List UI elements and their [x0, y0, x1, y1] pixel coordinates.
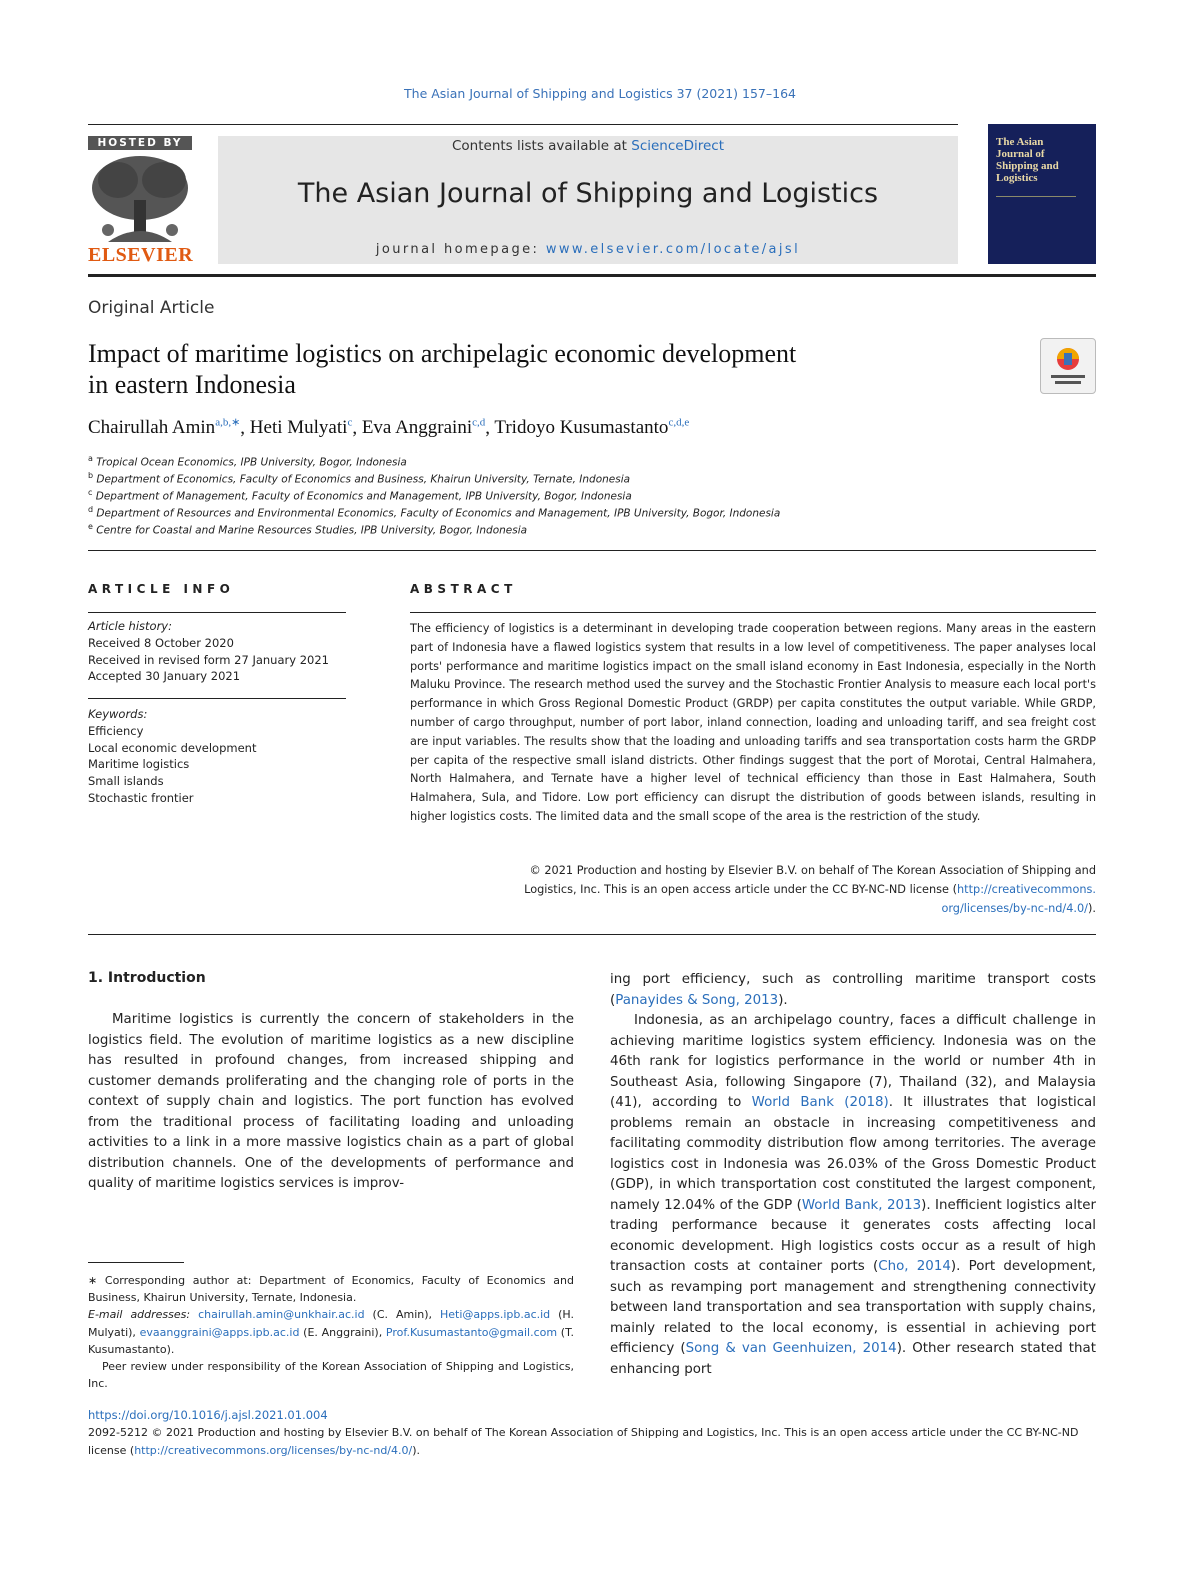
author-1[interactable]: Chairullah Amin$^{a,b,∗}$	[88, 417, 241, 439]
article-info-heading: ARTICLE INFO	[88, 582, 235, 596]
article-history	[88, 618, 329, 685]
footnote	[88, 1272, 574, 1392]
right-paragraph-2: Indonesia, as an archipelago country, faces a difficult challenge in achieving maritime logistics system efficiency. Indonesia was on the 46th rank for logistics performance in the world or number 4th in Southeast Asia, following Singapore (7), Thailand (32), and Malaysia (41), according to World Bank (2018). It illustrates that logistical problems remain an obstacle in increasing competitiveness and facilitating commodity distribution flow among territories. The average logistics cost in Indonesia was 26.03% of the Gross Domestic Product (GDP), in which transportation cost constituted the largest component, namely 12.04% of the GDP (World Bank, 2013). Inefficient logistics alter trading performance because it generates costs affecting local economic development. High logistics costs occur as a result of high transaction costs at container ports (Cho, 2014). Port development, such as revamping port management and strengthening connectivity between land transportation and sea transportation with supply chains, mainly related to the local economy, is essential in achieving port efficiency (Song & van Geenhuizen, 2014). Other research stated that enhancing port	[610, 1013, 1097, 1377]
history-received: Received 8 October 2020	[88, 635, 234, 650]
cover-divider	[996, 196, 1076, 197]
introduction-left-paragraph: Maritime logistics is currently the concern of stakeholders in the logistics field. The evolution of maritime logistics as a new discipline has resulted in profound changes, from increased shipping and customer demands proliferating and the changing role of ports in the context of supply chain and logistics. The port function has evolved from the traditional process of facilitating loading and unloading activities to a link in a more massive logistics chain as a part of global distribution channels. One of the developments of performance and quality of maritime logistics services is improv-	[88, 1012, 574, 1191]
keyword-item: Efficiency	[88, 723, 144, 738]
keyword-item: Small islands	[88, 774, 164, 789]
citation-link[interactable]: Cho, 2014	[878, 1259, 951, 1274]
email-link[interactable]: chairullah.amin@unkhair.ac.id	[198, 1308, 365, 1322]
homepage-prefix: journal homepage:	[375, 242, 546, 257]
sciencedirect-link[interactable]: ScienceDirect	[631, 138, 725, 154]
introduction-heading: 1. Introduction	[88, 970, 206, 986]
history-revised: Received in revised form 27 January 2021	[88, 652, 329, 667]
corresponding-author-note: ∗ Corresponding author at: Department of Economics, Faculty of Economics and Business, Khairun University, Ternate, Indonesia.	[88, 1274, 574, 1305]
history-accepted: Accepted 30 January 2021	[88, 669, 241, 684]
header-top-rule	[88, 124, 958, 125]
copyright-line-2: Logistics, Inc. This is an open access article under the CC BY-NC-ND license (http://creativecommons.	[524, 882, 1096, 896]
elsevier-wordmark: ELSEVIER	[88, 244, 194, 266]
info-rule-1	[88, 612, 346, 613]
affiliation-e: $^e$ Centre for Coastal and Marine Resources Studies, IPB University, Bogor, Indonesia	[88, 522, 528, 537]
homepage-line	[218, 242, 958, 257]
contents-prefix: Contents lists available at	[451, 138, 632, 154]
check-for-updates-graphic	[1041, 339, 1095, 393]
introduction-right-column	[610, 970, 1096, 1380]
keyword-item: Maritime logistics	[88, 757, 190, 772]
email-addresses: E-mail addresses: chairullah.amin@unkhair.ac.id (C. Amin), Heti@apps.ipb.ac.id (H. Mulyati), evaanggraini@apps.ipb.ac.id (E. Anggraini), Prof.Kusumastanto@gmail.com (T. Kusumastanto).	[88, 1308, 574, 1356]
hosted-by-label: HOSTED BY	[88, 136, 192, 150]
contents-line	[218, 138, 958, 154]
citation-link[interactable]: World Bank (2018)	[751, 1095, 889, 1110]
history-label: Article history:	[88, 619, 172, 633]
footnote-rule	[88, 1262, 184, 1263]
keyword-item: Local economic development	[88, 740, 257, 755]
issn-copyright: 2092-5212 © 2021 Production and hosting by Elsevier B.V. on behalf of The Korean Association of Shipping and Logistics, Inc. This is an open access article under the CC BY-NC-ND license (http://creativecommons.org/licenses/by-nc-nd/4.0/).	[88, 1426, 1079, 1457]
article-type: Original Article	[88, 298, 215, 318]
abstract-text: The efficiency of logistics is a determinant in developing trade cooperation between regions. Many areas in the eastern part of Indonesia have a flawed logistics system that results in a low level of competitiveness. The paper analyses local ports' performance and maritime logistics impact on the small island economy in East Indonesia, especially in the North Maluku Province. The research method used the survey and the Stochastic Frontier Analysis to measure each local port's performance in which Gross Regional Domestic Product (GRDP) per capita constitutes the output variable. While GRDP, number of cargo throughput, number of port labor, inland connection, loading and unloading tariff, and sea freight cost are input variables. The results show that the loading and unloading tariffs and sea transportation costs harm the GRDP per capita of the respective small island districts. Other findings suggest that the port of Morotai, Central Halmahera, North Halmahera, and Ternate have a higher level of technical efficiency than those in East Halmahera, South Halmahera, Sula, and Tidore. Low port efficiency can disrupt the distribution of goods between islands, resulting in higher logistics costs. The limited data and the small scope of the area is the restriction of the study.	[410, 622, 1096, 823]
abstract-rule	[410, 612, 1096, 613]
license-link[interactable]: http://creativecommons.org/licenses/by-nc-nd/4.0/	[134, 1443, 413, 1457]
email-link[interactable]: Prof.Kusumastanto@gmail.com	[385, 1325, 558, 1339]
author-3[interactable]: Eva Anggraini$^{c,d}$	[361, 417, 486, 439]
affiliation-a: $^a$ Tropical Ocean Economics, IPB University, Bogor, Indonesia	[88, 454, 407, 469]
journal-title: The Asian Journal of Shipping and Logistics	[297, 178, 879, 209]
header-bottom-rule	[88, 274, 1096, 277]
abstract-copyright	[410, 862, 1096, 918]
email-link[interactable]: evaanggraini@apps.ipb.ac.id	[139, 1325, 300, 1339]
keywords	[88, 706, 256, 807]
abstract-heading: ABSTRACT	[410, 582, 517, 596]
cover-title: The Asian Journal of Shipping and Logistics	[996, 136, 1059, 184]
author-4[interactable]: Tridoyo Kusumastanto$^{c,d,e}$	[494, 417, 690, 439]
abstract-bottom-rule	[88, 934, 1096, 935]
license-link-part-1[interactable]: http://creativecommons.	[957, 882, 1096, 896]
doi-link[interactable]: https://doi.org/10.1016/j.ajsl.2021.01.004	[88, 1408, 328, 1422]
journal-citation-line[interactable]: The Asian Journal of Shipping and Logistics 37 (2021) 157–164	[404, 86, 796, 101]
journal-cover-image	[988, 124, 1096, 264]
keywords-label: Keywords:	[88, 707, 148, 721]
author-2[interactable]: Heti Mulyati$^c$	[249, 417, 353, 439]
article-title-line-1: Impact of maritime logistics on archipelagic economic development	[88, 339, 797, 368]
affiliation-c: $^c$ Department of Management, Faculty of Economics and Management, IPB University, Bogor, Indonesia	[88, 488, 632, 503]
citation-link[interactable]: World Bank, 2013	[801, 1197, 922, 1213]
info-rule-2	[88, 698, 346, 699]
affiliation-d: $^d$ Department of Resources and Environmental Economics, Faculty of Economics and Management, IPB University, Bogor, Indonesia	[88, 505, 781, 520]
peer-review-note: Peer review under responsibility of the Korean Association of Shipping and Logistics, Inc.	[88, 1360, 574, 1391]
email-link[interactable]: Heti@apps.ipb.ac.id	[439, 1308, 551, 1322]
citation-link[interactable]: Song & van Geenhuizen, 2014	[685, 1341, 897, 1356]
license-link-part-2[interactable]: org/licenses/by-nc-nd/4.0/	[941, 901, 1088, 915]
article-title	[88, 338, 988, 400]
copyright-line-1: © 2021 Production and hosting by Elsevier B.V. on behalf of The Korean Association of Shipping and	[529, 864, 1096, 877]
copyright-line-3: org/licenses/by-nc-nd/4.0/).	[941, 901, 1096, 915]
check-for-updates-icon[interactable]	[1040, 338, 1096, 394]
homepage-link[interactable]: www.elsevier.com/locate/ajsl	[545, 242, 801, 257]
keyword-item: Stochastic frontier	[88, 790, 194, 805]
elsevier-tree-logo-icon	[88, 150, 192, 246]
author-list: Chairullah Amin$^{a,b,∗}$, Heti Mulyati$^c$, Eva Anggraini$^{c,d}$, Tridoyo Kusumastanto$^{c,d,e}$	[88, 417, 690, 439]
affiliations-rule	[88, 550, 1096, 551]
citation-link[interactable]: Panayides & Song, 2013	[615, 992, 779, 1008]
affiliation-b: $^b$ Department of Economics, Faculty of Economics and Business, Khairun University, Ternate, Indonesia	[88, 471, 631, 486]
article-title-line-2: in eastern Indonesia	[88, 370, 296, 399]
right-paragraph-1: ing port efficiency, such as controlling maritime transport costs (Panayides & Song, 2013).	[610, 972, 1096, 1008]
